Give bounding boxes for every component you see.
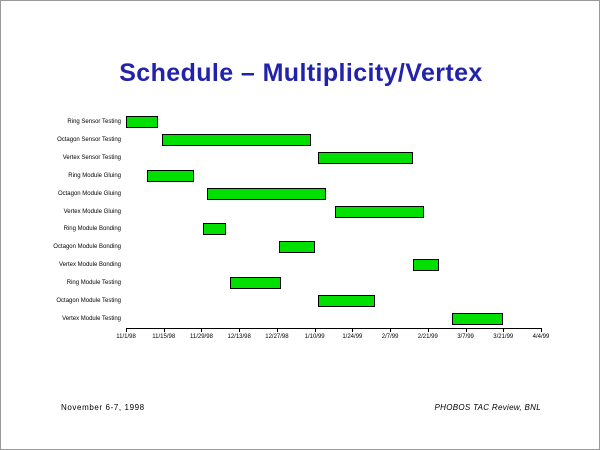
- x-axis-tick: [541, 328, 542, 332]
- task-label: Ring Module Bonding: [63, 226, 121, 233]
- task-bar: [162, 134, 311, 146]
- x-axis-tick: [277, 328, 278, 332]
- x-axis-tick-label: 11/1/98: [116, 334, 136, 340]
- x-axis-tick: [352, 328, 353, 332]
- x-axis-tick-label: 2/21/99: [417, 334, 438, 340]
- task-bar: [207, 188, 326, 200]
- task-bar: [452, 313, 503, 325]
- x-axis-tick-label: 1/24/99: [342, 334, 363, 340]
- task-label: Octagon Module Gluing: [57, 190, 121, 197]
- task-bar: [203, 223, 226, 235]
- gantt-chart: [41, 113, 561, 345]
- page-title: Schedule – Multiplicity/Vertex: [119, 59, 483, 87]
- x-axis-tick: [390, 328, 391, 332]
- x-axis-tick-label: 12/27/98: [265, 334, 289, 340]
- x-axis-tick: [201, 328, 202, 332]
- x-axis-tick-label: 11/29/98: [189, 334, 213, 340]
- task-label: Ring Sensor Testing: [67, 118, 121, 125]
- x-axis-tick-label: 11/15/98: [152, 334, 176, 340]
- task-label: Ring Module Testing: [66, 280, 121, 287]
- task-bar: [318, 152, 412, 164]
- task-label: Ring Module Gluing: [68, 172, 121, 179]
- x-axis-tick: [428, 328, 429, 332]
- x-axis-tick: [503, 328, 504, 332]
- x-axis-tick: [239, 328, 240, 332]
- footer-event: PHOBOS TAC Review, BNL: [434, 403, 541, 412]
- x-axis-tick-label: 4/4/99: [532, 334, 550, 340]
- x-axis-tick-label: 3/7/99: [457, 334, 474, 340]
- footer-date: November 6-7, 1998: [61, 403, 145, 412]
- task-label: Octagon Sensor Testing: [57, 136, 121, 143]
- x-axis-tick-label: 1/10/99: [304, 334, 325, 340]
- task-bar: [126, 116, 158, 128]
- task-label: Vertex Module Bonding: [58, 262, 121, 269]
- task-bar: [279, 241, 315, 253]
- x-axis-tick-label: 3/21/99: [493, 334, 514, 340]
- task-bar: [335, 206, 424, 218]
- x-axis-tick: [466, 328, 467, 332]
- task-label: Octagon Module Testing: [56, 298, 121, 305]
- x-axis-tick-label: 2/7/99: [381, 334, 399, 340]
- task-label: Octagon Module Bonding: [53, 244, 121, 251]
- task-label: Vertex Module Testing: [62, 316, 121, 323]
- task-bar: [318, 295, 375, 307]
- task-label: Vertex Module Gluing: [63, 208, 121, 215]
- x-axis-tick-label: 12/13/98: [227, 334, 251, 340]
- task-bar: [230, 277, 281, 289]
- x-axis-tick: [315, 328, 316, 332]
- chart-plot-area: [116, 113, 550, 340]
- x-axis-tick: [126, 328, 127, 332]
- x-axis-tick: [164, 328, 165, 332]
- task-bar: [413, 259, 439, 271]
- task-label: Vertex Sensor Testing: [62, 154, 121, 161]
- task-bar: [147, 170, 194, 182]
